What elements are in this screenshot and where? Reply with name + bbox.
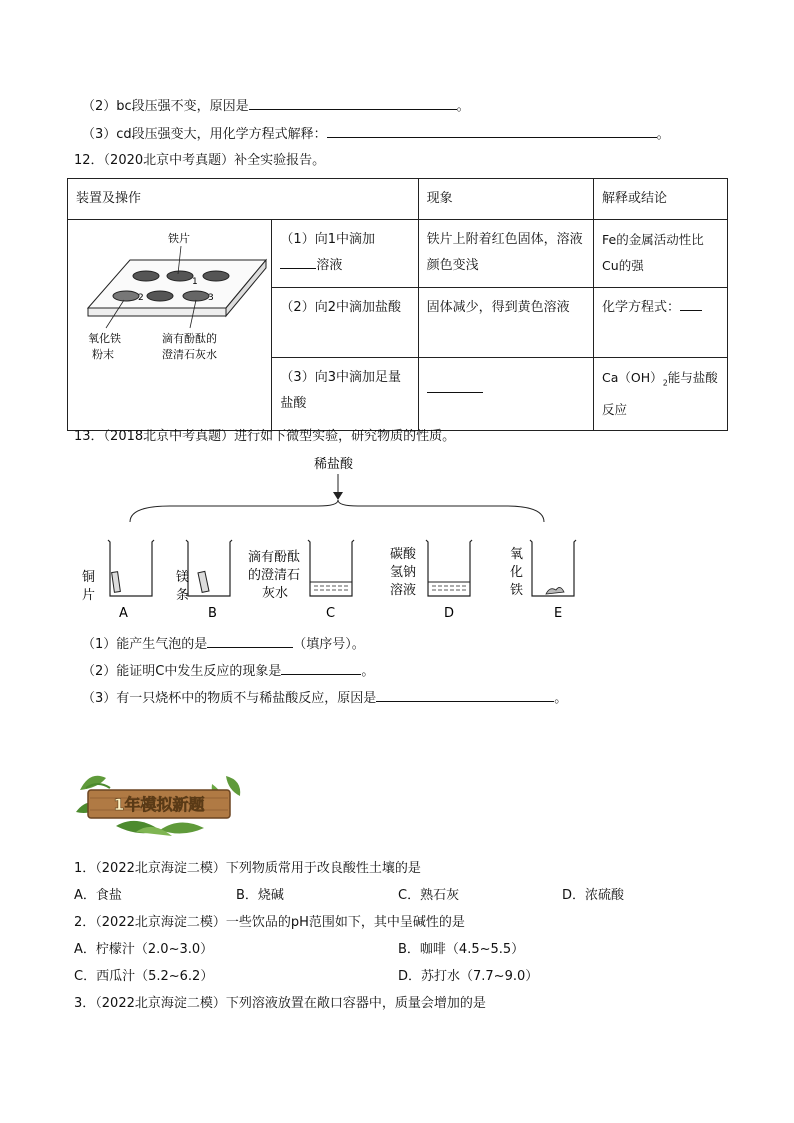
- beaker-letter: C: [326, 606, 336, 621]
- beaker-letter: D: [444, 606, 455, 621]
- conclusion-cell: $Ca(OH)_2$能与盐酸反应: [594, 358, 728, 431]
- option[interactable]: C．西瓜汁（5.2~6.2）: [74, 969, 214, 984]
- answer-blank[interactable]: [427, 379, 483, 393]
- well-number: 1: [192, 277, 198, 287]
- answer-blank[interactable]: [249, 96, 457, 110]
- answer-blank[interactable]: [207, 634, 293, 648]
- answer-blank[interactable]: [376, 688, 554, 702]
- beaker-figure: [70, 450, 630, 630]
- header-cell: 现象: [418, 179, 593, 220]
- beaker-letter: B: [208, 606, 217, 621]
- operation-cell: （3）向3中滴加足量盐酸: [272, 358, 418, 431]
- option[interactable]: D．苏打水（7.7~9.0）: [398, 969, 539, 984]
- answer-blank[interactable]: [327, 124, 657, 138]
- svg-text:的澄清石: 的澄清石: [248, 568, 301, 583]
- mcq-stem: 1．（2022北京海淀二模）下列物质常用于改良酸性土壤的是: [74, 861, 421, 876]
- answer-blank[interactable]: [280, 255, 316, 269]
- prev-q2: （2）bc段压强不变，原因是 。: [82, 96, 470, 116]
- svg-text:镁: 镁: [176, 570, 190, 585]
- option[interactable]: B．烧碱: [236, 888, 284, 903]
- svg-text:铜: 铜: [82, 570, 96, 585]
- figure-label: 滴有酚酞的: [162, 332, 217, 345]
- conclusion-cell: 化学方程式：: [594, 288, 728, 358]
- option[interactable]: C．熟石灰: [398, 888, 460, 903]
- operation-cell: （1）向1中滴加 溶液: [272, 220, 418, 288]
- conclusion-cell: Fe的金属活动性比Cu的强: [594, 220, 728, 288]
- svg-text:化: 化: [510, 565, 524, 580]
- mcq-stem: 2．（2022北京海淀二模）一些饮品的pH范围如下，其中呈碱性的是: [74, 915, 465, 930]
- phenomenon-cell: 固体减少，得到黄色溶液: [418, 288, 593, 358]
- apparatus-cell: [68, 220, 272, 431]
- well-plate-figure: [68, 220, 268, 420]
- beaker-letter: E: [554, 606, 563, 621]
- prev-q3: （3）cd段压强变大，用化学方程式解释： 。: [82, 124, 670, 144]
- figure-label: 氧化铁: [88, 332, 121, 345]
- phenomenon-cell: [418, 358, 593, 431]
- svg-text:条: 条: [176, 588, 190, 603]
- mcq-stem: 3．（2022北京海淀二模）下列溶液放置在敞口容器中，质量会增加的是: [74, 996, 486, 1011]
- header-cell: 装置及操作: [68, 179, 419, 220]
- option[interactable]: A．柠檬汁（2.0~3.0）: [74, 942, 214, 957]
- svg-text:溶液: 溶液: [390, 583, 417, 598]
- figure-label: 澄清石灰水: [162, 348, 217, 361]
- well-number: 2: [138, 293, 144, 303]
- banner-text: 1年模拟新题: [113, 795, 205, 814]
- section-banner: [76, 770, 244, 840]
- q13-part1: （1）能产生气泡的是 （填序号）。: [82, 634, 365, 654]
- operation-cell: （2）向2中滴加盐酸: [272, 288, 418, 358]
- phenomenon-cell: 铁片上附着红色固体，溶液颜色变浅: [418, 220, 593, 288]
- svg-text:滴有酚酞: 滴有酚酞: [248, 550, 301, 565]
- svg-text:灰水: 灰水: [262, 586, 289, 601]
- option[interactable]: D．浓硫酸: [562, 888, 625, 903]
- q12-title: 12．（2020北京中考真题）补全实验报告。: [74, 153, 326, 168]
- option[interactable]: A．食盐: [74, 888, 122, 903]
- answer-blank[interactable]: [281, 661, 361, 675]
- svg-text:碳酸: 碳酸: [390, 547, 417, 562]
- answer-blank[interactable]: [680, 297, 702, 311]
- figure-label: 铁片: [168, 232, 190, 245]
- q13-title: 13．（2018北京中考真题）进行如下微型实验，研究物质的性质。: [74, 429, 456, 444]
- well-number: 3: [208, 293, 214, 303]
- header-cell: 解释或结论: [594, 179, 728, 220]
- beaker-letter: A: [119, 606, 128, 621]
- acid-label: 稀盐酸: [314, 457, 354, 472]
- figure-label: 粉末: [92, 348, 114, 361]
- q13-part3: （3）有一只烧杯中的物质不与稀盐酸反应，原因是 。: [82, 688, 567, 708]
- svg-text:氢钠: 氢钠: [390, 565, 417, 580]
- q13-part2: （2）能证明C中发生反应的现象是 。: [82, 661, 374, 681]
- option[interactable]: B．咖啡（4.5~5.5）: [398, 942, 525, 957]
- svg-text:片: 片: [82, 588, 96, 603]
- svg-text:氧: 氧: [510, 547, 524, 562]
- svg-text:铁: 铁: [510, 583, 524, 598]
- experiment-table: [67, 178, 728, 431]
